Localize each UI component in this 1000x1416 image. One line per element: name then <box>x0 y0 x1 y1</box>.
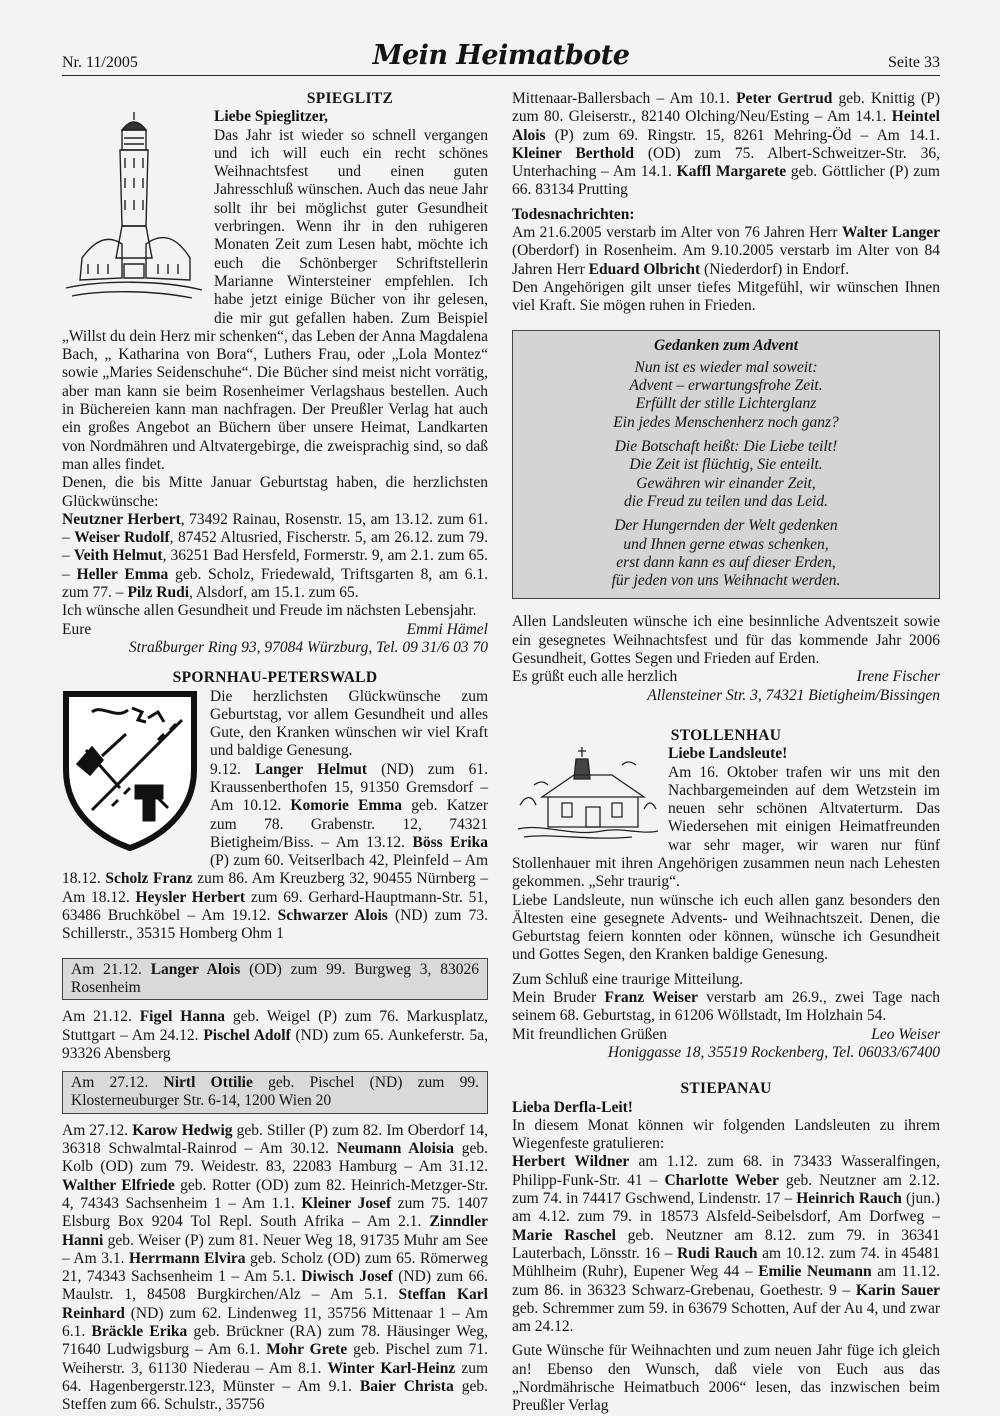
highlight-box: Am 27.12. Nirtl Ottilie geb. Pischel (ND) zum 99. Klosterneuburger Str. 6-14, 1200 Wien 20 <box>62 1071 488 1114</box>
poem-stanza: Nun ist es wieder mal soweit: Advent – erwartungsfrohe Zeit. Erfüllt der stille Lichterglanz Ein jedes Menschenherz noch ganz? <box>613 358 839 431</box>
birthday-list: Am 27.12. Karow Hedwig geb. Stiller (P) zum 82. Im Oberdorf 14, 36318 Schwalmtal-Rainrod – Am 30.12. Neumann Aloisia geb. Kolb (OD) zum 79. Weidestr. 83, 22083 Hamburg – Am 31.12. Walther Elfriede geb. Rotter (OD) zum 82. Heinrich-Metzger-Str. 4, 74343 Sachsenheim 1 – Am 1.1. Kleiner Josef zum 75. 1407 Elsburg Box 9204 Tol Repl. South Afrika – Am 2.1. Zinndler Hanni geb. Weiser (P) zum 81. Neuer Weg 18, 91735 Muhr am See – Am 3.1. Herrmann Elvira geb. Scholz (OD) zum 65. Römerweg 21, 74343 Sachsenheim 1 – Am 5.1. Diwisch Josef (ND) zum 66. Maulstr. 1, 84508 Burgkirchen/Alz – Am 5.1. Steffan Karl Reinhard (ND) zum 62. Lindenweg 11, 35756 Mittenaar 1 – Am 6.1. Bräckle Erika geb. Brückner (RA) zum 78. Häusinger Weg, 71640 Ludwigsburg – Am 6.1. Mohr Grete geb. Pischel zum 71. Weiherstr. 3, 61130 Niederau – Am 8.1. Winter Karl-Heinz zum 64. Hagenbergerstr.123, Münster – Am 9.1. Baier Christa geb. Steffen zum 66. Schulstr., 35756 <box>62 1121 489 1414</box>
deaths-heading: Todesnachrichten: <box>512 205 635 223</box>
section-title: STOLLENHAU <box>670 726 782 744</box>
greeting: Lieba Derfla-Leit! <box>512 1098 633 1116</box>
body-text: Zum Schluß eine traurige Mitteilung. <box>512 970 744 988</box>
chapel-illustration-icon <box>512 745 660 843</box>
advent-poem-box <box>512 330 940 600</box>
greeting: Liebe Spieglitzer, <box>214 108 328 126</box>
section-spornhau <box>62 669 488 1414</box>
signature: Irene Fischer <box>856 668 940 686</box>
body-text: Liebe Landsleute, nun wünsche ich euch allen ganz besonders den Ältesten eine gesegnete Advents- und Weihnachtszeit. Denen, die Geburtstag feiern konnten oder können, wünsche ich Gesundheit und Gottes Segen, den Kranken baldige Genesung. <box>512 891 940 964</box>
page-number: Seite 33 <box>888 54 940 71</box>
section-title: SPIEGLITZ <box>306 90 394 107</box>
header-rule <box>62 75 940 76</box>
intro-text: Die herzlichsten Glückwünsche zum Geburtstag, vor allem Gesundheit und alles Gute, den Kranken wünschen wir viel Kraft und baldige Genesung. <box>210 687 488 760</box>
issue-number: Nr. 11/2005 <box>62 54 138 71</box>
address: Honiggasse 18, 35519 Rockenberg, Tel. 06033/67400 <box>607 1043 940 1061</box>
advent-wish-text: Allen Landsleuten wünsche ich eine besinnliche Adventszeit sowie ein gesegnetes Weihnachtsfest und für das kommende Jahr 2006 Gesundheit, Gottes Segen und Frieden auf Erden. <box>512 613 940 668</box>
birthday-intro: Denen, die bis Mitte Januar Geburtstag haben, die herzlichsten Glückwünsche: <box>62 474 488 510</box>
coat-of-arms-shield-icon <box>62 690 198 852</box>
signature-row: Es grüßt euch alle herzlich Irene Fischer <box>512 668 940 686</box>
address: Straßburger Ring 93, 97084 Würzburg, Tel. 09 31/6 03 70 <box>128 638 488 656</box>
body-text: Am 16. Oktober trafen wir uns mit den Nachbargemeinden auf dem Wetzstein im neuen sehr schönen Altvaterturm. Das Wiedersehen mit einigen Heimatfreunden war sehr mager, wir waren nur fünf Stollenhauer mit ihren Angehörigen zusammen neun nach Lehesten gekommen. „Sehr traurig“. <box>512 763 940 891</box>
left-column <box>62 90 488 1414</box>
deaths-text: Am 21.6.2005 verstarb im Alter von 76 Jahren Herr Walter Langer (Oberdorf) in Rosenheim. Am 9.10.2005 verstarb im Alter von 84 Jahren Herr Eduard Olbricht (Niederdorf) in Endorf. <box>512 224 940 278</box>
section-title: SPORNHAU-PETERSWALD <box>172 669 378 687</box>
signature-row: Mit freundlichen Grüßen Leo Weiser <box>512 1025 940 1043</box>
birthday-list-continued: Mittenaar-Ballersbach – Am 10.1. Peter Gertrud geb. Knittig (P) zum 80. Gleiserstr., 82140 Olching/Neu/Esting – Am 14.1. Heintel Alois (P) zum 69. Ringstr. 15, 8261 Mehring-Öd – Am 14.1. Kleiner Berthold (OD) zum 75. Albert-Schweitzer-Str. 36, Unterhaching – Am 14.1. Kaffl Margarete geb. Göttlicher (P) zum 66. 83134 Prutting <box>512 90 940 199</box>
section-title: STIEPANAU <box>680 1080 772 1098</box>
highlight-box: Am 21.12. Langer Alois (OD) zum 99. Burgweg 3, 83026 Rosenheim <box>62 958 488 1001</box>
page-header <box>62 38 940 78</box>
condolence-text: Den Angehörigen gilt unser tiefes Mitgefühl, wir wünschen Ihnen viel Kraft. Sie mögen ruhen in Frieden. <box>512 278 940 315</box>
birthday-list: Neutzner Herbert, 73492 Rainau, Rosenstr. 15, am 13.12. zum 61. – Weiser Rudolf, 87452 Altusried, Fischerstr. 5, am 26.12. zum 79. – Veith Helmut, 36251 Bad Hersfeld, Formerstr. 9, am 2.1. zum 65. – Heller Emma geb. Scholz, Friedewald, Triftsgarten 8, am 6.1. zum 77. – Pilz Rudi, Alsdorf, am 15.1. zum 65. <box>62 510 489 602</box>
section-spieglitz <box>62 90 488 657</box>
right-column <box>512 90 940 1416</box>
section-stollenhau <box>512 727 940 1062</box>
body-text: Mein Bruder Franz Weiser verstarb am 26.9., zwei Tage nach seinem 68. Geburtstag, in 61206 Wöllstadt, Im Holzhain 54. <box>512 989 940 1025</box>
poem-title: Gedanken zum Advent <box>653 336 799 354</box>
closing-text: Ich wünsche allen Gesundheit und Freude im nächsten Lebensjahr. <box>62 602 477 620</box>
body-text: Das Jahr ist wieder so schnell vergangen und ich will euch ein recht schönes Weihnachtsfest und einen guten Jahresschluß wünschen. Auch das neue Jahr sollt ihr bei möglichst guter Gesundheit verbringen. Wenn ihr in den ruhigeren Monaten Zeit zum Lesen habt, möchte ich euch die Schönberger Schriftstellerin Marianne Wintersteiner empfehlen. Ich habe jetzt einige Bücher von ihr gelesen, die mir gut gefallen haben. Zum Beispiel „Willst du dein Herz mir schenken“, das Leben der Anna Magdalena Bach, „ Katharina von Bora“, Luthers Frau, oder „Lola Montez“ sowie „Maries Seidenschuhe“. Die Bücher sind meist nicht vorrätig, aber man kann sie beim Rosenheimer Verlagshaus bestellen. Auch in Büchereien kann man nachfragen. Der Preußler Verlag hat auch ein großes Angebot an Büchern über unsere Heimat, Landkarten von Nordmähren und Altvatergebirge, die zweisprachig sind, so daß man alles findet. <box>62 126 488 473</box>
greeting: Liebe Landsleute! <box>668 745 788 763</box>
poem-stanza: Die Botschaft heißt: Die Liebe teilt! Die Zeit ist flüchtig, Sie enteilt. Gewähren wir einander Zeit, die Freud zu teilen und das Leid. <box>614 438 838 510</box>
tower-illustration-icon <box>62 108 206 308</box>
signature-row: Eure Emmi Hämel <box>62 620 488 638</box>
birthday-list: 9.12. Langer Helmut (ND) zum 61. Kraussenberthofen 15, 91350 Gremsdorf – Am 10.12. Komorie Emma geb. Katzer zum 78. Grabenstr. 12, 74321 Bietigheim/Biss. – Am 13.12. Böss Erika (P) zum 60. Veitserlbach 42, Pleinfeld – Am 18.12. Scholz Franz zum 86. Am Kreuzberg 32, 90455 Nürnberg – Am 18.12. Heysler Herbert zum 69. Gerhard-Hauptmann-Str. 51, 63486 Bruchköbel – Am 19.12. Schwarzer Alois (ND) zum 73. Schillerstr., 35315 Homberg Ohm 1 <box>62 760 489 943</box>
poem-stanza: Der Hungernden der Welt gedenken und Ihnen gerne etwas schenken, erst dann kann es auf dieser Erden, für jeden von uns Weihnacht werden. <box>611 517 841 590</box>
masthead-title: Mein Heimatbote <box>372 40 630 71</box>
signature: Leo Weiser <box>871 1025 940 1043</box>
address: Allensteiner Str. 3, 74321 Bietigheim/Bissingen <box>647 686 940 704</box>
signature: Emmi Hämel <box>406 620 488 638</box>
closing-text: Gute Wünsche für Weihnachten und zum neuen Jahr füge ich gleich an! Ebenso den Wunsch, daß viele von Euch aus das „Nordmährische Heimatbuch 2006“ lesen, das inzwischen beim Preußler Verlag <box>512 1342 940 1415</box>
intro-text: In diesem Monat können wir folgenden Landsleuten zu ihrem Wiegenfeste gratulieren: <box>512 1116 940 1153</box>
birthday-list: Am 21.12. Figel Hanna geb. Weigel (P) zum 76. Markusplatz, Stuttgart – Am 24.12. Pischel Adolf (ND) zum 65. Aunkeferstr. 5a, 93326 Abensberg <box>62 1008 488 1062</box>
section-stiepanau <box>512 1080 940 1415</box>
birthday-list: Herbert Wildner am 1.12. zum 68. in 73433 Wasseralfingen, Philipp-Funk-Str. 41 – Charlotte Weber geb. Neutzner am 2.12. zum 74. in 74417 Gschwend, Lindenstr. 17 – Heinrich Rauch (jun.) am 4.12. zum 79. in 18573 Alsfeld-Seibelsdorf, Am Dorfweg – Marie Raschel geb. Neutzner am 8.12. zum 79. in 36341 Lauterbach, Lönsstr. 16 – Rudi Rauch am 10.12. zum 74. in 45481 Mühlheim (Ruhr), Eupener Weg 44 – Emilie Neumann am 11.12. zum 86. in 36323 Schwarz-Grebenau, Goethestr. 9 – Karin Sauer geb. Schremmer zum 59. in 63679 Schotten, Auf der Au 4, und zwar am 24.12. <box>512 1153 940 1336</box>
